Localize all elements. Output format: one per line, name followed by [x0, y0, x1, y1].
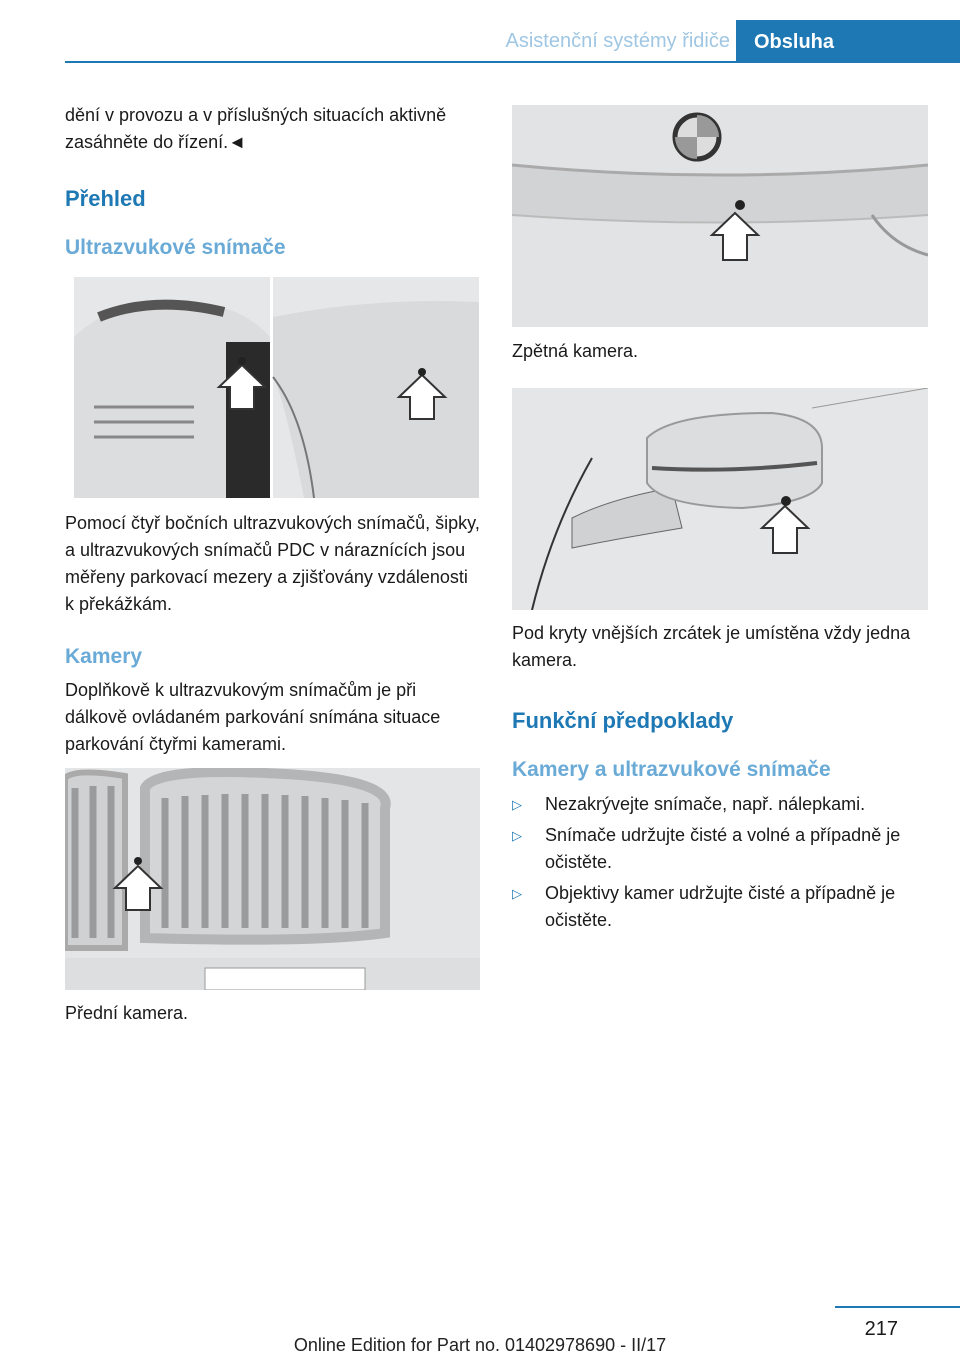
front-camera-caption: Přední kamera. [65, 1003, 189, 1023]
heading-overview: Přehled [65, 186, 146, 211]
list-item: ▷ Nezakrývejte snímače, např. nálepkami. [512, 791, 928, 818]
header-rule [65, 61, 960, 63]
triangle-bullet-icon: ▷ [512, 828, 522, 843]
footer-rule [835, 1306, 960, 1308]
page-number: 217 [864, 1318, 898, 1340]
triangle-bullet-icon: ▷ [512, 797, 522, 812]
mirror-camera-figure [512, 388, 928, 610]
cameras-text: Doplňkově k ultrazvukovým snímačům je při dálkově ovládaném parkování snímána situace parkování čtyřmi kamerami. [65, 680, 441, 754]
heading-cameras-and-sensors: Kamery a ultrazvukové snímače [512, 758, 831, 781]
ultrasonic-sensors-figure [74, 277, 479, 498]
heading-cameras: Kamery [65, 645, 143, 668]
mirror-camera-text: Pod kryty vnějších zrcátek je umístěna vždy jedna kamera. [512, 623, 911, 670]
ultrasonic-sensors-text: Pomocí čtyř bočních ultrazvukových snímačů, šipky, a ultrazvukových snímačů PDC v náraznících jsou měřeny parkovací mezery a zjišťovány vzdálenosti k překážkám. [65, 513, 480, 614]
prerequisites-list [512, 791, 928, 934]
list-item: ▷ Objektivy kamer udržujte čisté a případně je očistěte. [512, 880, 928, 934]
rear-camera-caption: Zpětná kamera. [512, 341, 639, 361]
running-header-chapter-tab: Obsluha [736, 20, 960, 63]
list-item: ▷ Snímače udržujte čisté a volné a případně je očistěte. [512, 822, 928, 876]
front-camera-figure [65, 768, 480, 990]
running-header-section: Asistenční systémy řidiče [505, 30, 730, 52]
intro-text: dění v provozu a v příslušných situacích aktivně zasáhněte do řízení.◄ [65, 105, 447, 152]
intro-paragraph [65, 102, 481, 156]
edition-footer: Online Edition for Part no. 01402978690 - II/17 [293, 1335, 667, 1355]
heading-ultrasonic-sensors: Ultrazvukové snímače [65, 236, 286, 259]
heading-prerequisites: Funkční předpoklady [512, 708, 734, 733]
rear-camera-figure [512, 105, 928, 327]
triangle-bullet-icon: ▷ [512, 886, 522, 901]
